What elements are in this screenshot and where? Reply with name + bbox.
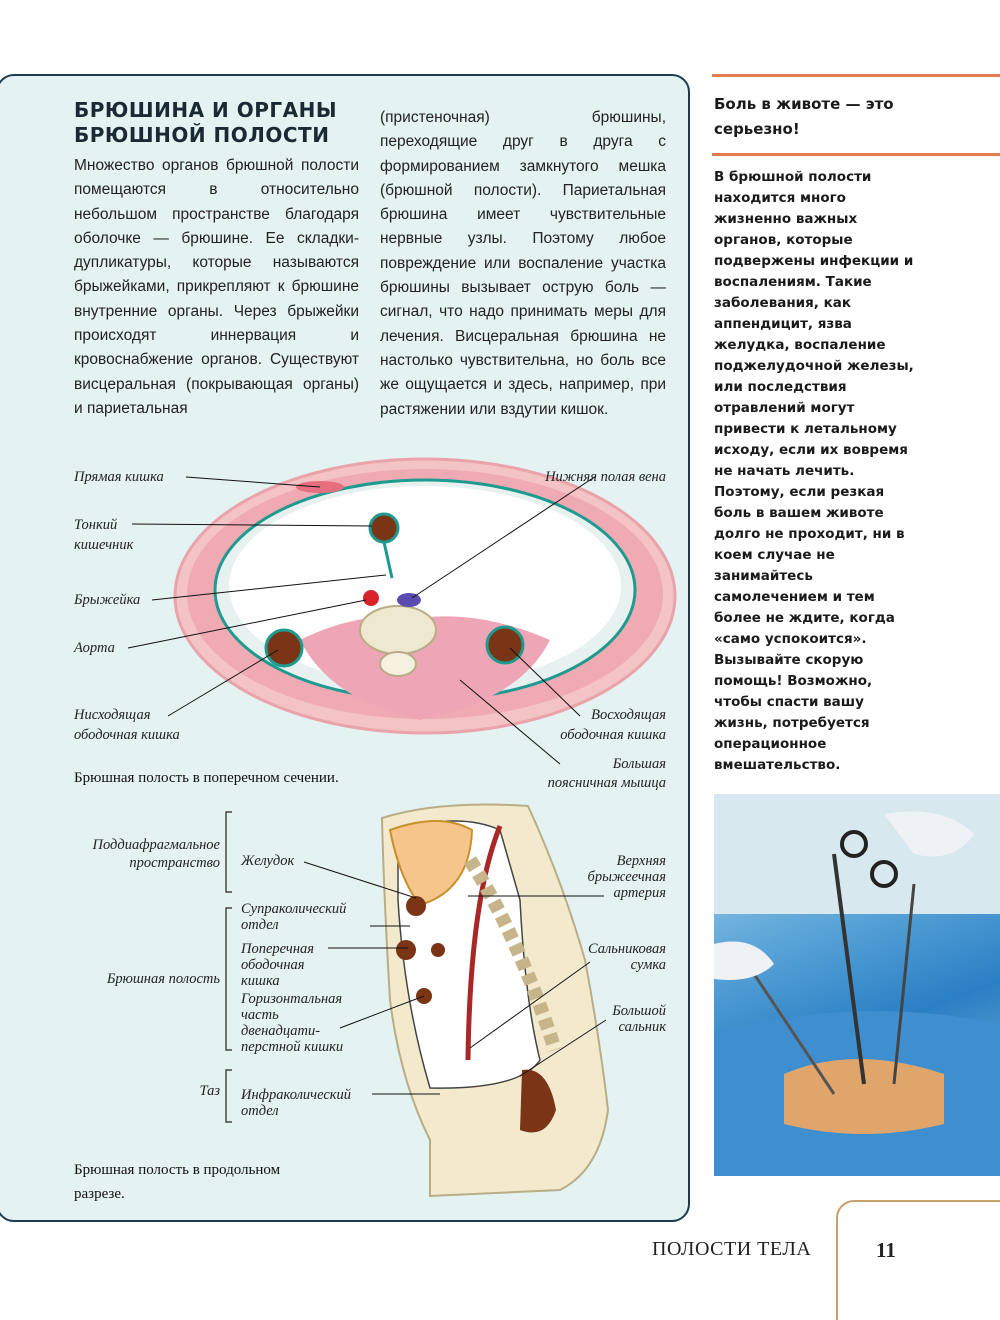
- paragraph-column-2: (пристеночная) брюшины, переходящие друг в друга с формированием замкнутого мешка (брюшной полости). Париетальная брюшина имеет чувствительные нервные узлы. Поэтому любое повреждение или воспаление участка брюшины вызывает острую боль — сигнал, что надо принимать меры для лечения. Висцеральная брюшина не настолько чувствительна, но боль все же ощущается и здесь, например, при растяжении или вздутии кишок.: [380, 109, 666, 418]
- surgery-photo: [714, 794, 1000, 1176]
- label-small-intestine-1: Тонкий: [74, 517, 118, 533]
- label-duodenum-1: Горизонтальная: [241, 991, 343, 1007]
- label-infracolic-1: Инфраколический: [241, 1087, 352, 1103]
- label-sma-1: Верхняя: [616, 853, 666, 869]
- footer-page-box: [836, 1200, 1000, 1320]
- sidebar-title: Боль в животе — это серьезно!: [714, 95, 894, 138]
- paragraph-column-1: Множество органов брюшной полости помещаются в относительно небольшом пространстве благодаря оболочке — брюшине. Ее складки-дупликатуры, которые называются брыжейками, прикрепляют к брюшине внутренние органы. Через брыжейки происходят иннервация и кровоснабжение органов. Существуют висцеральная (покрывающая органы) и париетальная: [74, 157, 359, 417]
- label-duodenum-4: перстной кишки: [241, 1039, 344, 1055]
- caption-cross-section: Брюшная полость в поперечном сечении.: [74, 770, 339, 786]
- label-mesentery: Брыжейка: [74, 592, 141, 608]
- page-number: 11: [876, 1238, 896, 1262]
- label-ascending-colon-1: Восходящая: [591, 707, 666, 723]
- label-duodenum-3: двенадцати-: [241, 1023, 321, 1039]
- label-abdominal-cavity: Брюшная полость: [106, 971, 220, 987]
- label-small-intestine-2: кишечник: [74, 537, 134, 553]
- label-duodenum-2: часть: [241, 1007, 279, 1023]
- label-ascending-colon-2: ободочная кишка: [560, 727, 666, 743]
- label-subdiaphragm-2: пространство: [129, 855, 220, 871]
- label-omental-bursa-2: сумка: [630, 957, 666, 973]
- label-transverse-1: Поперечная: [241, 941, 315, 957]
- caption-sagittal-2: разрезе.: [74, 1186, 125, 1202]
- label-rectum: Прямая кишка: [74, 469, 164, 485]
- label-supracolic-2: отдел: [241, 917, 279, 933]
- sidebar-body: В брюшной полости находится много жизненно важных органов, которые подвержены инфекции и воспалениям. Такие заболевания, как аппендицит, язва желудка, воспаление поджелудочной железы, или последствия отравлений могут привести к летальному исходу, если их вовремя не начать лечить. Поэтому, если резкая боль в вашем животе долго не проходит, ни в коем случае не занимайтесь самолечением и тем более не ждите, когда «само успокоится». Вызывайте скорую помощь! Возможно, чтобы спасти вашу жизнь, потребуется операционное вмешательство.: [714, 169, 914, 773]
- label-psoas-2: поясничная мышца: [547, 775, 666, 791]
- footer-section-title: ПОЛОСТИ ТЕЛА: [652, 1238, 812, 1260]
- label-omental-bursa-1: Сальниковая: [587, 941, 666, 957]
- label-vena-cava: Нижняя полая вена: [545, 469, 666, 485]
- label-descending-colon-2: ободочная кишка: [74, 727, 180, 743]
- label-supracolic-1: Супраколический: [241, 901, 347, 917]
- label-omentum-2: сальник: [618, 1019, 666, 1035]
- sidebar-top-rule: [712, 74, 1000, 77]
- label-infracolic-2: отдел: [241, 1103, 279, 1119]
- label-omentum-1: Большой: [612, 1003, 666, 1019]
- caption-sagittal-1: Брюшная полость в продольном: [74, 1162, 281, 1178]
- surgery-photo-illustration: [714, 794, 1000, 1176]
- label-subdiaphragm-1: Поддиафрагмальное: [92, 837, 220, 853]
- section-heading: БРЮШИНА И ОРГАНЫ БРЮШНОЙ ПОЛОСТИ: [74, 98, 338, 147]
- label-stomach: Желудок: [241, 853, 295, 869]
- label-aorta: Аорта: [74, 640, 115, 656]
- label-psoas-1: Большая: [612, 756, 666, 772]
- label-transverse-3: кишка: [241, 973, 280, 989]
- label-descending-colon-1: Нисходящая: [74, 707, 151, 723]
- label-pelvis: Таз: [199, 1083, 220, 1099]
- sidebar-title-rule: [712, 153, 1000, 156]
- label-sma-3: артерия: [613, 885, 666, 901]
- label-transverse-2: ободочная: [241, 957, 305, 973]
- label-sma-2: брыжеечная: [587, 869, 666, 885]
